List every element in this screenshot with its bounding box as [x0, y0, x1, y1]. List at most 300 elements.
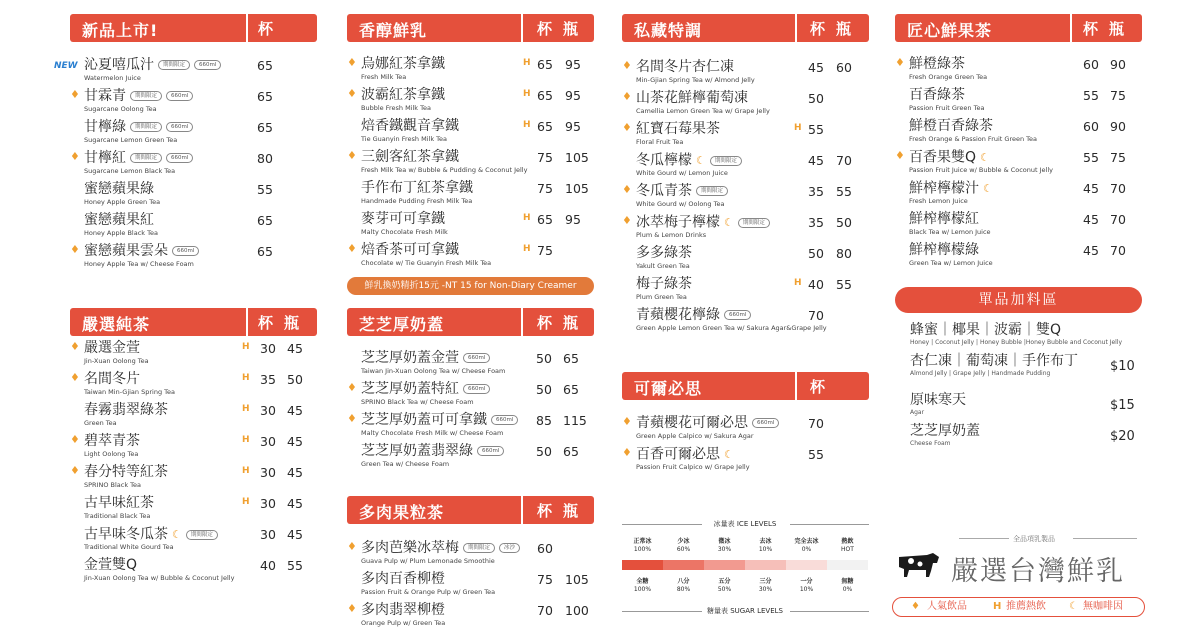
item-name-row: [84, 526, 218, 544]
item-english: Fresh Orange & Passion Fruit Green Tea: [909, 135, 1038, 143]
column-cup: 杯: [537, 502, 553, 520]
item-english: Handmade Pudding Fresh Milk Tea: [361, 197, 473, 205]
price-bottle: 100: [565, 603, 589, 618]
item-english: Fresh Milk Tea: [361, 73, 407, 81]
item-english: Green Tea w/ Lemon Juice: [909, 259, 993, 267]
item-english: Taiwan Jin-Xuan Oolong Tea w/ Cheese Foam: [361, 367, 506, 375]
price-cup: 65: [537, 88, 553, 103]
item-english: Plum Green Tea: [636, 293, 687, 301]
item-name-row: [636, 307, 751, 324]
price-bottle: 70: [1110, 181, 1126, 196]
ice-level: [827, 538, 868, 554]
menu-item: [70, 243, 317, 274]
section-title: 可爾必思: [634, 379, 703, 398]
price-cup: 30: [260, 403, 276, 418]
item-name-row: [636, 276, 692, 293]
price-bottle: 45: [287, 403, 303, 418]
addon-price: $20: [1110, 429, 1135, 444]
item-name: 百香果雙Q: [909, 149, 977, 166]
tag-badge: 期間限定: [738, 218, 770, 228]
tag-badge: 660ml: [491, 415, 518, 425]
popular-diamond-icon: ♦: [70, 88, 80, 101]
menu-item: [70, 88, 317, 119]
item-name: 芝芝厚奶蓋特紅: [361, 381, 459, 397]
item-english: Plum & Lemon Drinks: [636, 231, 707, 239]
item-name: 甘檸紅: [84, 150, 126, 166]
level-value: 50%: [717, 586, 732, 593]
item-english: Green Apple Calpico w/ Sakura Agar: [636, 432, 754, 440]
column-bottle: 瓶: [1109, 20, 1125, 38]
menu-item: [622, 446, 869, 477]
section-title: 私藏特調: [634, 21, 703, 40]
addon-english: Agar: [910, 409, 925, 416]
level-value: 100%: [633, 586, 652, 593]
price-bottle: 105: [565, 181, 589, 196]
price-cup: 65: [257, 120, 273, 135]
price-bottle: 50: [836, 215, 852, 230]
sugar-level: [745, 578, 786, 594]
price-cup: 40: [260, 558, 276, 573]
price-cup: 45: [808, 153, 824, 168]
price-cup: 50: [808, 246, 824, 261]
item-name-row: [909, 211, 979, 228]
item-name-row: [636, 152, 742, 170]
item-name-row: [361, 149, 459, 166]
item-name: 古早味冬瓜茶: [84, 526, 168, 543]
item-english: Camellia Lemon Green Tea w/ Grape Jelly: [636, 107, 770, 115]
menu-item: [347, 443, 594, 474]
hot-h-icon: H: [523, 89, 531, 99]
tag-badge: 期間限定: [130, 153, 162, 163]
price-cup: 45: [1083, 181, 1099, 196]
item-name-row: [84, 181, 154, 198]
hot-h-icon: H: [242, 435, 250, 445]
tag-badge: 660ml: [752, 418, 779, 428]
item-english: Floral Fruit Tea: [636, 138, 684, 146]
menu-item: [895, 118, 1142, 149]
level-value: 10%: [799, 586, 814, 593]
price-bottle: 50: [287, 372, 303, 387]
brand-subtitle: 全品項乳製品: [1013, 535, 1055, 543]
menu-item: [70, 212, 317, 243]
item-english: Honey Apple Tea w/ Cheese Foam: [84, 260, 194, 268]
hot-h-icon: H: [794, 123, 802, 133]
item-name: 梅子綠茶: [636, 276, 692, 292]
price-cup: 35: [808, 184, 824, 199]
level-label: 五分: [718, 578, 731, 585]
item-name: 手作布丁紅茶拿鐵: [361, 180, 473, 196]
item-name-row: [909, 180, 993, 198]
level-label: 正常冰: [633, 538, 652, 545]
ice-level: [745, 538, 786, 554]
tag-badge: 期間限定: [463, 543, 495, 553]
level-value: 10%: [758, 546, 773, 553]
item-name-row: [84, 402, 168, 419]
menu-item: [70, 340, 317, 371]
price-cup: 65: [537, 212, 553, 227]
item-name: 百香可爾必思: [636, 446, 720, 463]
hot-h-icon: H: [242, 342, 250, 352]
ice-bar: [786, 560, 827, 570]
sugar-level: [827, 578, 868, 594]
price-bottle: 65: [563, 444, 579, 459]
price-bottle: 55: [836, 277, 852, 292]
item-english: Watermelon Juice: [84, 74, 141, 82]
ice-level: [704, 538, 745, 554]
brand-line-right: [1073, 538, 1137, 539]
hot-h-icon: H: [242, 404, 250, 414]
menu-item: [622, 307, 869, 338]
item-english: Traditional White Gourd Tea: [84, 543, 174, 551]
item-english: Green Tea: [84, 419, 117, 427]
price-bottle: 90: [1110, 57, 1126, 72]
tag-badge: 660ml: [172, 246, 199, 256]
menu-item: [622, 214, 869, 245]
price-cup: 30: [260, 434, 276, 449]
popular-diamond-icon: ♦: [347, 242, 357, 255]
popular-diamond-icon: ♦: [347, 602, 357, 615]
price-bottle: 70: [1110, 243, 1126, 258]
new-badge: NEW: [54, 61, 78, 71]
item-name: 焙香鐵觀音拿鐵: [361, 118, 459, 134]
item-name: 多多綠茶: [636, 245, 692, 261]
item-name: 芝芝厚奶蓋翡翠綠: [361, 443, 473, 459]
level-value: 80%: [676, 586, 691, 593]
tag-badge: 期間限定: [130, 122, 162, 132]
price-cup: 35: [260, 372, 276, 387]
sugar-line-left: [622, 611, 702, 612]
menu-item: [895, 211, 1142, 242]
ice-bar: [704, 560, 745, 570]
price-bottle: 45: [287, 434, 303, 449]
menu-item: [70, 181, 317, 212]
item-name-row: [84, 57, 221, 74]
price-cup: 30: [260, 465, 276, 480]
legend-decaf: 無咖啡因: [1083, 601, 1123, 612]
menu-item: [895, 56, 1142, 87]
item-name-row: [361, 180, 473, 197]
item-name-row: [84, 340, 140, 357]
addon-header: 單品加料區: [895, 287, 1142, 313]
header-divider: [795, 14, 797, 42]
item-name-row: [636, 214, 770, 232]
ice-bar: [622, 560, 663, 570]
menu-item: [895, 87, 1142, 118]
item-name-row: [361, 118, 459, 135]
ice-line-right: [790, 524, 869, 525]
ice-line-left: [622, 524, 702, 525]
price-cup: 65: [257, 213, 273, 228]
price-cup: 50: [536, 382, 552, 397]
level-value: 0%: [801, 546, 812, 553]
ice-level: [663, 538, 704, 554]
section-header-fresh-fruit: [895, 14, 1142, 42]
price-bottle: 70: [836, 153, 852, 168]
section-title: 匠心鮮果茶: [907, 21, 993, 40]
price-cup: 55: [1083, 150, 1099, 165]
price-cup: 70: [808, 308, 824, 323]
level-value: 30%: [758, 586, 773, 593]
price-cup: 65: [257, 58, 273, 73]
item-name: 蜜戀蘋果綠: [84, 181, 154, 197]
price-bottle: 75: [1110, 150, 1126, 165]
item-name: 金萱雙Q: [84, 557, 138, 573]
price-cup: 50: [536, 351, 552, 366]
price-bottle: 55: [836, 184, 852, 199]
menu-item: [70, 402, 317, 433]
item-name: 焙香茶可可拿鐵: [361, 242, 459, 258]
menu-item: [895, 242, 1142, 273]
price-bottle: 95: [565, 57, 581, 72]
header-divider: [1070, 14, 1072, 42]
popular-diamond-icon: ♦: [622, 121, 632, 134]
menu-item: [70, 433, 317, 464]
tag-badge: 期間限定: [130, 91, 162, 101]
level-value: HOT: [841, 546, 854, 553]
popular-diamond-icon: ♦: [347, 540, 357, 553]
item-name: 沁夏嘻瓜汁: [84, 57, 154, 73]
item-name: 鮮橙綠茶: [909, 56, 965, 72]
column-bottle: 瓶: [836, 20, 852, 38]
item-english: White Gourd w/ Oolong Tea: [636, 200, 725, 208]
item-english: Yakult Green Tea: [636, 262, 690, 270]
legend-box: [892, 597, 1145, 617]
price-bottle: 95: [565, 88, 581, 103]
popular-diamond-icon: ♦: [70, 464, 80, 477]
price-cup: 50: [536, 444, 552, 459]
menu-item: [347, 149, 594, 180]
item-name-row: [636, 245, 692, 262]
item-english: Honey Apple Green Tea: [84, 198, 161, 206]
item-name-row: [636, 415, 779, 432]
price-cup: 75: [537, 243, 553, 258]
hot-h-icon: H: [993, 601, 1002, 612]
level-value: 30%: [717, 546, 732, 553]
price-cup: 30: [260, 527, 276, 542]
price-cup: 50: [808, 91, 824, 106]
popular-diamond-icon: ♦: [347, 56, 357, 69]
price-bottle: 80: [836, 246, 852, 261]
item-name: 百香綠茶: [909, 87, 965, 103]
price-cup: 45: [808, 60, 824, 75]
hot-h-icon: H: [523, 213, 531, 223]
item-name: 波霸紅茶拿鐵: [361, 87, 445, 103]
item-name: 冰萃梅子檸檬: [636, 214, 720, 231]
price-bottle: 105: [565, 572, 589, 587]
level-label: 完全去冰: [794, 538, 819, 545]
menu-item: [54, 57, 317, 88]
section-title: 芝芝厚奶蓋: [359, 315, 445, 334]
menu-item: [70, 150, 317, 181]
menu-item: [622, 90, 869, 121]
item-english: Passion Fruit Juice w/ Bubble & Coconut Jelly: [909, 166, 1054, 174]
item-name-row: [361, 412, 518, 429]
price-cup: 75: [537, 572, 553, 587]
level-label: 少冰: [677, 538, 690, 545]
tag-badge: 期間限定: [186, 530, 218, 540]
popular-diamond-icon: ♦: [622, 59, 632, 72]
item-name: 碧萃青茶: [84, 433, 140, 449]
item-english: Bubble Fresh Milk Tea: [361, 104, 431, 112]
moon-icon: ☾: [172, 528, 182, 541]
item-name-row: [361, 242, 459, 259]
item-name: 青蘋櫻花可爾必思: [636, 415, 748, 431]
menu-item: [347, 540, 594, 571]
tag-badge: 660ml: [463, 353, 490, 363]
price-cup: 65: [257, 244, 273, 259]
item-name-row: [361, 443, 504, 460]
item-english: Taiwan Min-Gjian Spring Tea: [84, 388, 175, 396]
section-title: 嚴選純茶: [82, 315, 151, 334]
level-label: 八分: [677, 578, 690, 585]
price-bottle: 105: [565, 150, 589, 165]
menu-item: [622, 121, 869, 152]
addon-item: [910, 353, 1140, 378]
section-title: 多肉果粒茶: [359, 503, 445, 522]
sugar-line-right: [790, 611, 869, 612]
column-bottle: 瓶: [284, 314, 300, 332]
item-name-row: [84, 495, 154, 512]
brand-line-left: [959, 538, 1009, 539]
section-header-pure-tea: [70, 308, 317, 336]
ice-bar: [827, 560, 868, 570]
item-name-row: [636, 183, 728, 200]
price-cup: 60: [1083, 119, 1099, 134]
menu-item: [622, 59, 869, 90]
column-cup: 杯: [258, 20, 274, 38]
popular-diamond-icon: ♦: [895, 56, 905, 69]
moon-icon: ☾: [724, 216, 734, 229]
column-cup: 杯: [1083, 20, 1099, 38]
menu-item: [70, 464, 317, 495]
item-english: Fresh Lemon Juice: [909, 197, 968, 205]
menu-item: [70, 526, 317, 557]
level-label: 全糖: [636, 578, 649, 585]
price-cup: 65: [537, 119, 553, 134]
popular-diamond-icon: ♦: [70, 243, 80, 256]
item-name: 山茶花鮮檸葡萄凍: [636, 90, 748, 106]
addon-english: Almond Jelly | Grape Jelly | Handmade Pudding: [910, 370, 1051, 377]
item-name: 甘霖青: [84, 88, 126, 104]
item-english: Tie Guanyin Fresh Milk Tea: [361, 135, 448, 143]
legend-hot: 推薦熱飲: [1006, 601, 1046, 612]
addon-item: [910, 423, 1140, 448]
item-name: 紅寶石莓果茶: [636, 121, 720, 137]
popular-diamond-icon: ♦: [70, 371, 80, 384]
price-cup: 70: [537, 603, 553, 618]
level-label: 無糖: [841, 578, 854, 585]
price-cup: 85: [536, 413, 552, 428]
item-name: 冬瓜青茶: [636, 183, 692, 199]
header-divider: [521, 496, 523, 524]
item-english: Green Apple Lemon Green Tea w/ Sakura Agar&Grape Jelly: [636, 324, 827, 332]
item-name: 冬瓜檸檬: [636, 152, 692, 169]
price-cup: 55: [808, 122, 824, 137]
sugar-level: [786, 578, 827, 594]
header-divider: [246, 14, 248, 42]
item-name: 甘檸綠: [84, 119, 126, 135]
price-cup: 30: [260, 496, 276, 511]
ice-level: [786, 538, 827, 554]
item-name: 烏娜紅茶拿鐵: [361, 56, 445, 72]
item-name-row: [84, 464, 168, 481]
item-english: Fresh Orange Green Tea: [909, 73, 988, 81]
price-bottle: 90: [1110, 119, 1126, 134]
item-name-row: [84, 212, 154, 229]
price-bottle: 65: [563, 382, 579, 397]
brand-name: 嚴選台灣鮮乳: [951, 556, 1125, 587]
popular-diamond-icon: ♦: [622, 415, 632, 428]
item-english: Traditional Black Tea: [84, 512, 151, 520]
item-english: Malty Chocolate Fresh Milk w/ Cheese Foam: [361, 429, 504, 437]
price-cup: 65: [257, 89, 273, 104]
menu-item: [347, 571, 594, 602]
menu-item: [895, 149, 1142, 180]
item-english: Orange Pulp w/ Green Tea: [361, 619, 446, 627]
item-name-row: [909, 56, 965, 73]
item-name: 鮮榨檸檬汁: [909, 180, 979, 197]
price-cup: 60: [1083, 57, 1099, 72]
sugar-level: [622, 578, 663, 594]
item-english: Chocolate w/ Tie Guanyin Fresh Milk Tea: [361, 259, 492, 267]
addon-english: Cheese Foam: [910, 440, 951, 447]
moon-icon: ☾: [983, 182, 993, 195]
addon-english: Honey | Coconut Jelly | Honey Bubble |Honey Bubble and Coconut Jelly: [910, 339, 1123, 346]
item-english: Black Tea w/ Lemon Juice: [909, 228, 991, 236]
price-bottle: 45: [287, 527, 303, 542]
item-name: 麥芽可可拿鐵: [361, 211, 445, 227]
column-cup: 杯: [537, 314, 553, 332]
item-name-row: [84, 150, 193, 167]
menu-item: [70, 371, 317, 402]
item-english: Sugarcane Lemon Black Tea: [84, 167, 176, 175]
price-cup: 65: [537, 57, 553, 72]
column-bottle: 瓶: [563, 20, 579, 38]
section-header-milk: [347, 14, 594, 42]
moon-icon: ☾: [724, 448, 734, 461]
header-divider: [521, 308, 523, 336]
ice-bar: [745, 560, 786, 570]
item-name: 多肉百香柳橙: [361, 571, 445, 587]
item-name-row: [909, 149, 990, 167]
item-name-row: [84, 371, 140, 388]
price-bottle: 70: [1110, 212, 1126, 227]
item-english: SPRINO Black Tea w/ Cheese Foam: [361, 398, 474, 406]
ice-level: [622, 538, 663, 554]
brand-block: [895, 534, 1142, 587]
tag-badge: 冰沙: [499, 543, 520, 553]
item-name-row: [636, 121, 720, 138]
tag-badge: 660ml: [463, 384, 490, 394]
section-header-new: [70, 14, 317, 42]
item-english: Light Oolong Tea: [84, 450, 139, 458]
item-name-row: [361, 571, 445, 588]
item-name-row: [84, 243, 199, 260]
menu-item: [622, 245, 869, 276]
item-name-row: [361, 56, 445, 73]
cow-icon: [895, 549, 941, 579]
item-name-row: [909, 242, 979, 259]
tag-badge: 期間限定: [710, 156, 742, 166]
item-name-row: [361, 350, 490, 367]
price-bottle: 60: [836, 60, 852, 75]
popular-diamond-icon: ♦: [347, 381, 357, 394]
item-name: 嚴選金萱: [84, 340, 140, 356]
hot-h-icon: H: [794, 278, 802, 288]
item-english: Passion Fruit Green Tea: [909, 104, 985, 112]
item-name-row: [361, 540, 520, 557]
hot-h-icon: H: [242, 497, 250, 507]
